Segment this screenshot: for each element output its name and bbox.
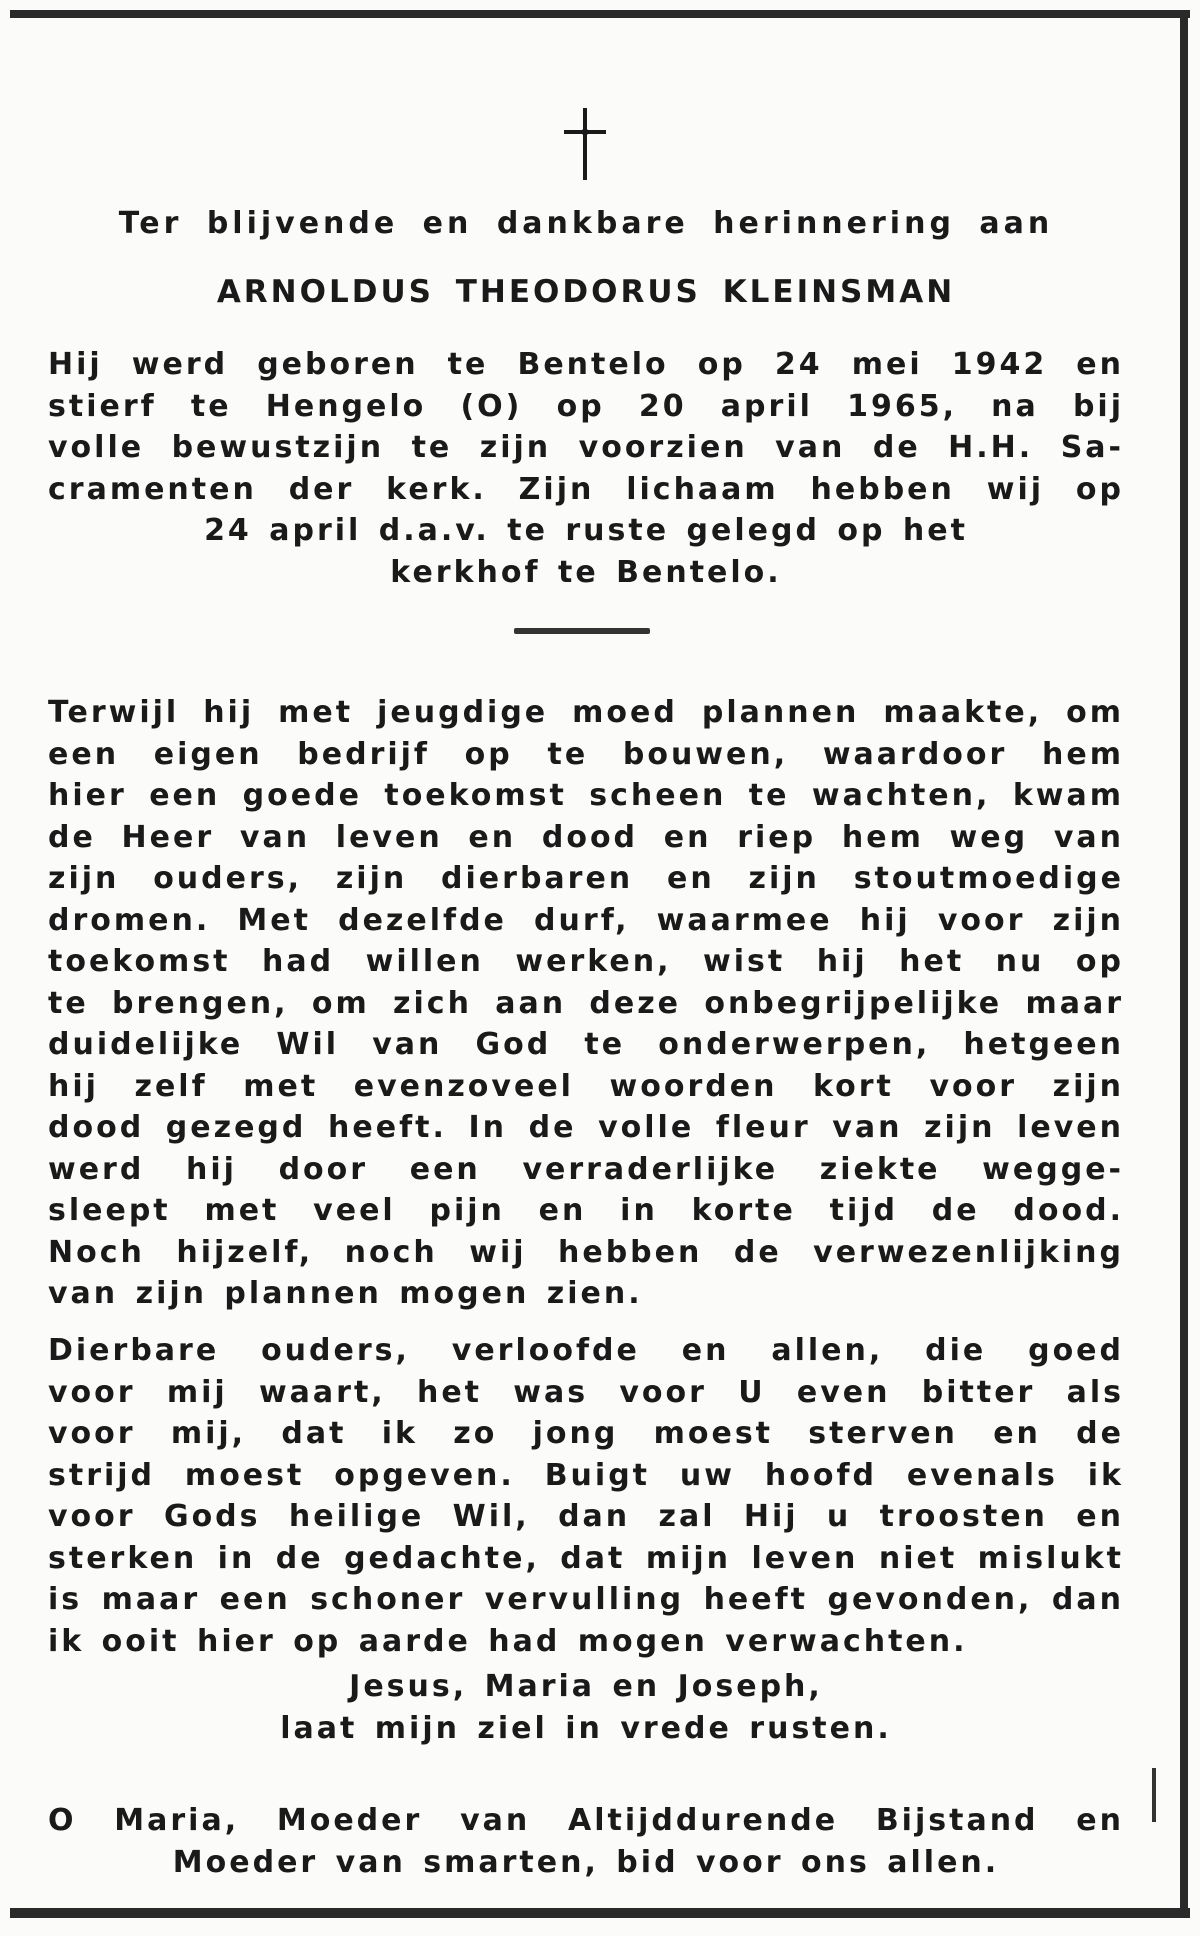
edge-mark [1152,1768,1156,1822]
paragraph-one [48,692,1124,1315]
prayer-maria [48,1800,1124,1883]
paragraph-line: een eigen bedrijf op te bouwen, waardoor hem [48,736,1124,772]
bio-line: Hij werd geboren te Bentelo op 24 mei 1942 en [48,347,1124,382]
paragraph-line: voor Gods heilige Wil, dan zal Hij u troosten en [48,1499,1124,1534]
paragraph-line: hier een goede toekomst scheen te wachten, kwam [48,778,1124,813]
divider-rule [514,628,650,634]
biography-block [48,344,1124,593]
bottom-border [10,1908,1190,1918]
paragraph-line: Noch hijzelf, noch wij hebben de verwezenlijking [48,1234,1124,1270]
paragraph-line: dromen. Met dezelfde durf, waarmee hij voor zijn [48,902,1124,938]
paragraph-line: te brengen, om zich aan deze onbegrijpelijke maar [48,985,1124,1021]
bio-line: volle bewustzijn te zijn voorzien van de H.H. Sa- [48,430,1124,465]
paragraph-line: ik ooit hier op aarde had mogen verwachten. [48,1623,968,1659]
paragraph-two [48,1330,1124,1662]
paragraph-line: hij zelf met evenzoveel woorden kort voor zijn [48,1068,1124,1104]
right-border [1180,10,1188,1918]
latin-cross-icon [562,106,608,182]
prayer-line: laat mijn ziel in vrede rusten. [280,1710,892,1746]
top-border [10,10,1190,18]
deceased-name: ARNOLDUS THEODORUS KLEINSMAN [216,274,956,310]
prayer-line: O Maria, Moeder van Altijddurende Bijstand en [48,1803,1124,1838]
paragraph-line: is maar een schoner vervulling heeft gevonden, dan [48,1582,1124,1617]
paragraph-line: dood gezegd heeft. In de volle fleur van zijn leven [48,1110,1124,1145]
paragraph-line: sterken in de gedachte, dat mijn leven niet mislukt [48,1540,1124,1576]
paragraph-line: Terwijl hij met jeugdige moed plannen maakte, om [48,695,1124,730]
paragraph-line: duidelijke Wil van God te onderwerpen, hetgeen [48,1027,1124,1062]
prayer-line: Moeder van smarten, bid voor ons allen. [172,1844,1000,1880]
paragraph-line: sleept met veel pijn en in korte tijd de dood. [48,1193,1124,1228]
prayer-jesus-maria-joseph [48,1666,1124,1749]
bio-line: 24 april d.a.v. te ruste gelegd op het [204,513,968,548]
paragraph-line: voor mij waart, het was voor U even bitter als [48,1374,1124,1410]
paragraph-line: zijn ouders, zijn dierbaren en zijn stoutmoedige [48,861,1124,896]
dedication-heading: Ter blijvende en dankbare herinnering aan [118,206,1054,241]
bio-line: stierf te Hengelo (O) op 20 april 1965, na bij [48,388,1124,424]
paragraph-line: de Heer van leven en dood en riep hem weg van [48,819,1124,855]
paragraph-line: voor mij, dat ik zo jong moest sterven en de [48,1416,1124,1451]
bio-line: kerkhof te Bentelo. [390,554,782,590]
paragraph-line: toekomst had willen werken, wist hij het nu op [48,944,1124,979]
paragraph-line: strijd moest opgeven. Buigt uw hoofd evenals ik [48,1457,1124,1493]
paragraph-line: werd hij door een verraderlijke ziekte wegge- [48,1151,1124,1187]
paragraph-line: van zijn plannen mogen zien. [48,1276,643,1311]
paragraph-line: Dierbare ouders, verloofde en allen, die goed [48,1333,1124,1368]
prayer-line: Jesus, Maria en Joseph, [349,1669,823,1704]
bio-line: cramenten der kerk. Zijn lichaam hebben wij op [48,471,1124,507]
